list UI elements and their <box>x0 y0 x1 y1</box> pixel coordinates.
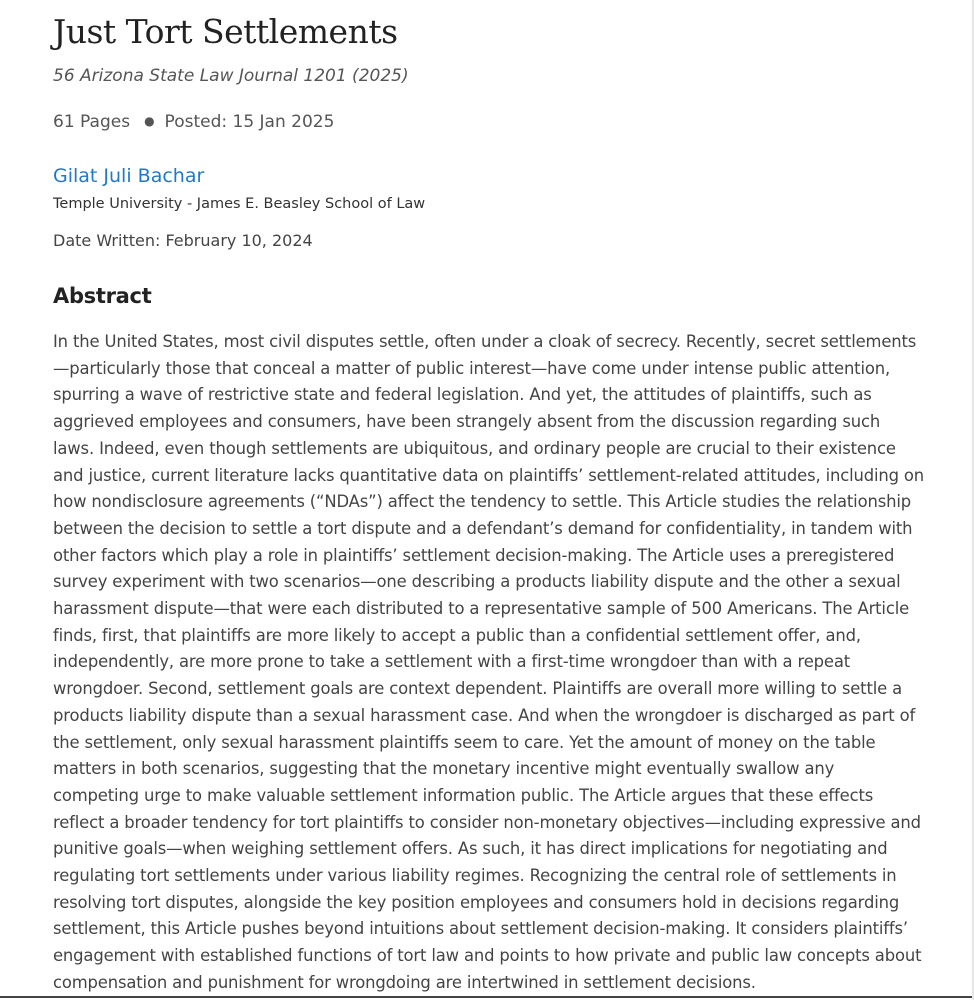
date-written: Date Written: February 10, 2024 <box>53 231 313 250</box>
author-affiliation: Temple University - James E. Beasley School of Law <box>53 196 426 212</box>
journal-citation: 56 Arizona State Law Journal 1201 (2025) <box>53 66 409 86</box>
paper-meta <box>53 112 334 132</box>
page-count: 61 Pages <box>53 112 131 132</box>
abstract-heading: Abstract <box>53 284 152 308</box>
separator-dot-icon: ● <box>144 114 155 128</box>
bottom-divider <box>0 996 972 998</box>
abstract-text: In the United States, most civil disputes settle, often under a cloak of secrecy. Recently, secret settlements—particularly those that conceal a matter of public interest—have come under intense public attention, spurring a wave of restrictive state and federal legislation. And yet, the attitudes of plaintiffs, such as aggrieved employees and consumers, have been strangely absent from the discussion regarding such laws. Indeed, even though settlements are ubiquitous, and ordinary people are crucial to their existence and justice, current literature lacks quantitative data on plaintiffs’ settlement-related attitudes, including on how nondisclosure agreements (“NDAs”) affect the tendency to settle. This Article studies the relationship between the decision to settle a tort dispute and a defendant’s demand for confidentiality, in tandem with other factors which play a role in plaintiffs’ settlement decision-making. The Article uses a preregistered survey experiment with two scenarios—one describing a products liability dispute and the other a sexual harassment dispute—that were each distributed to a representative sample of 500 Americans. The Article finds, first, that plaintiffs are more likely to accept a public than a confidential settlement offer, and, independently, are more prone to take a settlement with a first-time wrongdoer than with a repeat wrongdoer. Second, settlement goals are context dependent. Plaintiffs are overall more willing to settle a products liability dispute than a sexual harassment case. And when the wrongdoer is discharged as part of the settlement, only sexual harassment plaintiffs seem to care. Yet the amount of money on the table matters in both scenarios, suggesting that the monetary incentive might eventually swallow any competing urge to make valuable settlement information public. The Article argues that these effects reflect a broader tendency for tort plaintiffs to consider non-monetary objectives—including expressive and punitive goals—when weighing settlement offers. As such, it has direct implications for negotiating and regulating tort settlements under various liability regimes. Recognizing the central role of settlements in resolving tort disputes, alongside the key position employees and consumers hold in decisions regarding settlement, this Article pushes beyond intuitions about settlement decision-making. It considers plaintiffs’ engagement with established functions of tort law and points to how private and public law concepts about compensation and punishment for wrongdoing are intertwined in settlement decisions. <box>53 332 925 992</box>
author-link[interactable]: Gilat Juli Bachar <box>53 165 205 187</box>
paper-title: Just Tort Settlements <box>53 12 398 51</box>
posted-date: Posted: 15 Jan 2025 <box>164 112 335 132</box>
